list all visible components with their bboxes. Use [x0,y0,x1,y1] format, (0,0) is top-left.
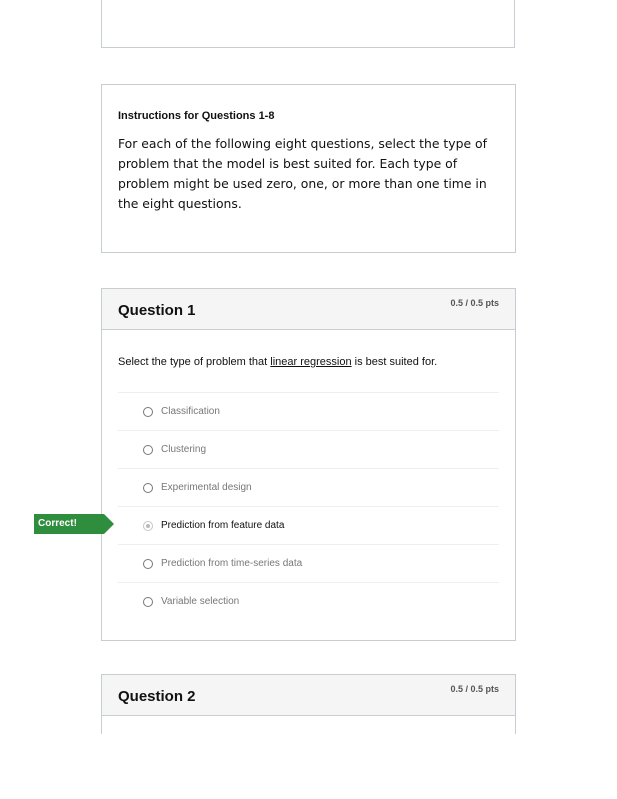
answer-label: Prediction from feature data [161,520,285,531]
question-title: Question 1 [118,302,196,319]
instructions-box [101,84,516,253]
radio-button[interactable] [143,559,153,569]
answer-label: Prediction from time-series data [161,558,303,569]
question-2-card [101,674,516,734]
question-text-emphasis: linear regression [270,356,352,368]
radio-button[interactable] [143,407,153,417]
answer-option-selected[interactable] [118,506,499,544]
question-text-before: Select the type of problem that [118,356,271,368]
question-points: 0.5 / 0.5 pts [450,684,499,694]
answer-label: Clustering [161,444,207,455]
radio-button[interactable] [143,483,153,493]
instructions-body: For each of the following eight questions, select the type of problem that the model is best suited for. Each type of problem might be used zero, one, or more than one time in the eight questions. [118,136,487,211]
answer-option[interactable] [118,468,499,506]
question-header [102,289,515,330]
question-text [118,356,437,368]
answer-label: Experimental design [161,482,252,493]
answer-option[interactable] [118,582,499,620]
answer-option[interactable] [118,430,499,468]
radio-button[interactable] [143,597,153,607]
question-title: Question 2 [118,688,196,705]
correct-answer-flag: Correct! [34,514,104,534]
question-1-card [101,288,516,641]
answer-label: Variable selection [161,596,240,607]
answer-option[interactable] [118,392,499,430]
question-points: 0.5 / 0.5 pts [450,298,499,308]
instructions-title: Instructions for Questions 1-8 [118,110,275,122]
answer-list [118,392,499,620]
question-text-after: is best suited for. [351,356,438,368]
radio-button-selected[interactable] [143,521,153,531]
answer-label: Classification [161,406,220,417]
previous-question-box-bottom [101,0,515,48]
question-header [102,675,515,716]
radio-button[interactable] [143,445,153,455]
answer-option[interactable] [118,544,499,582]
